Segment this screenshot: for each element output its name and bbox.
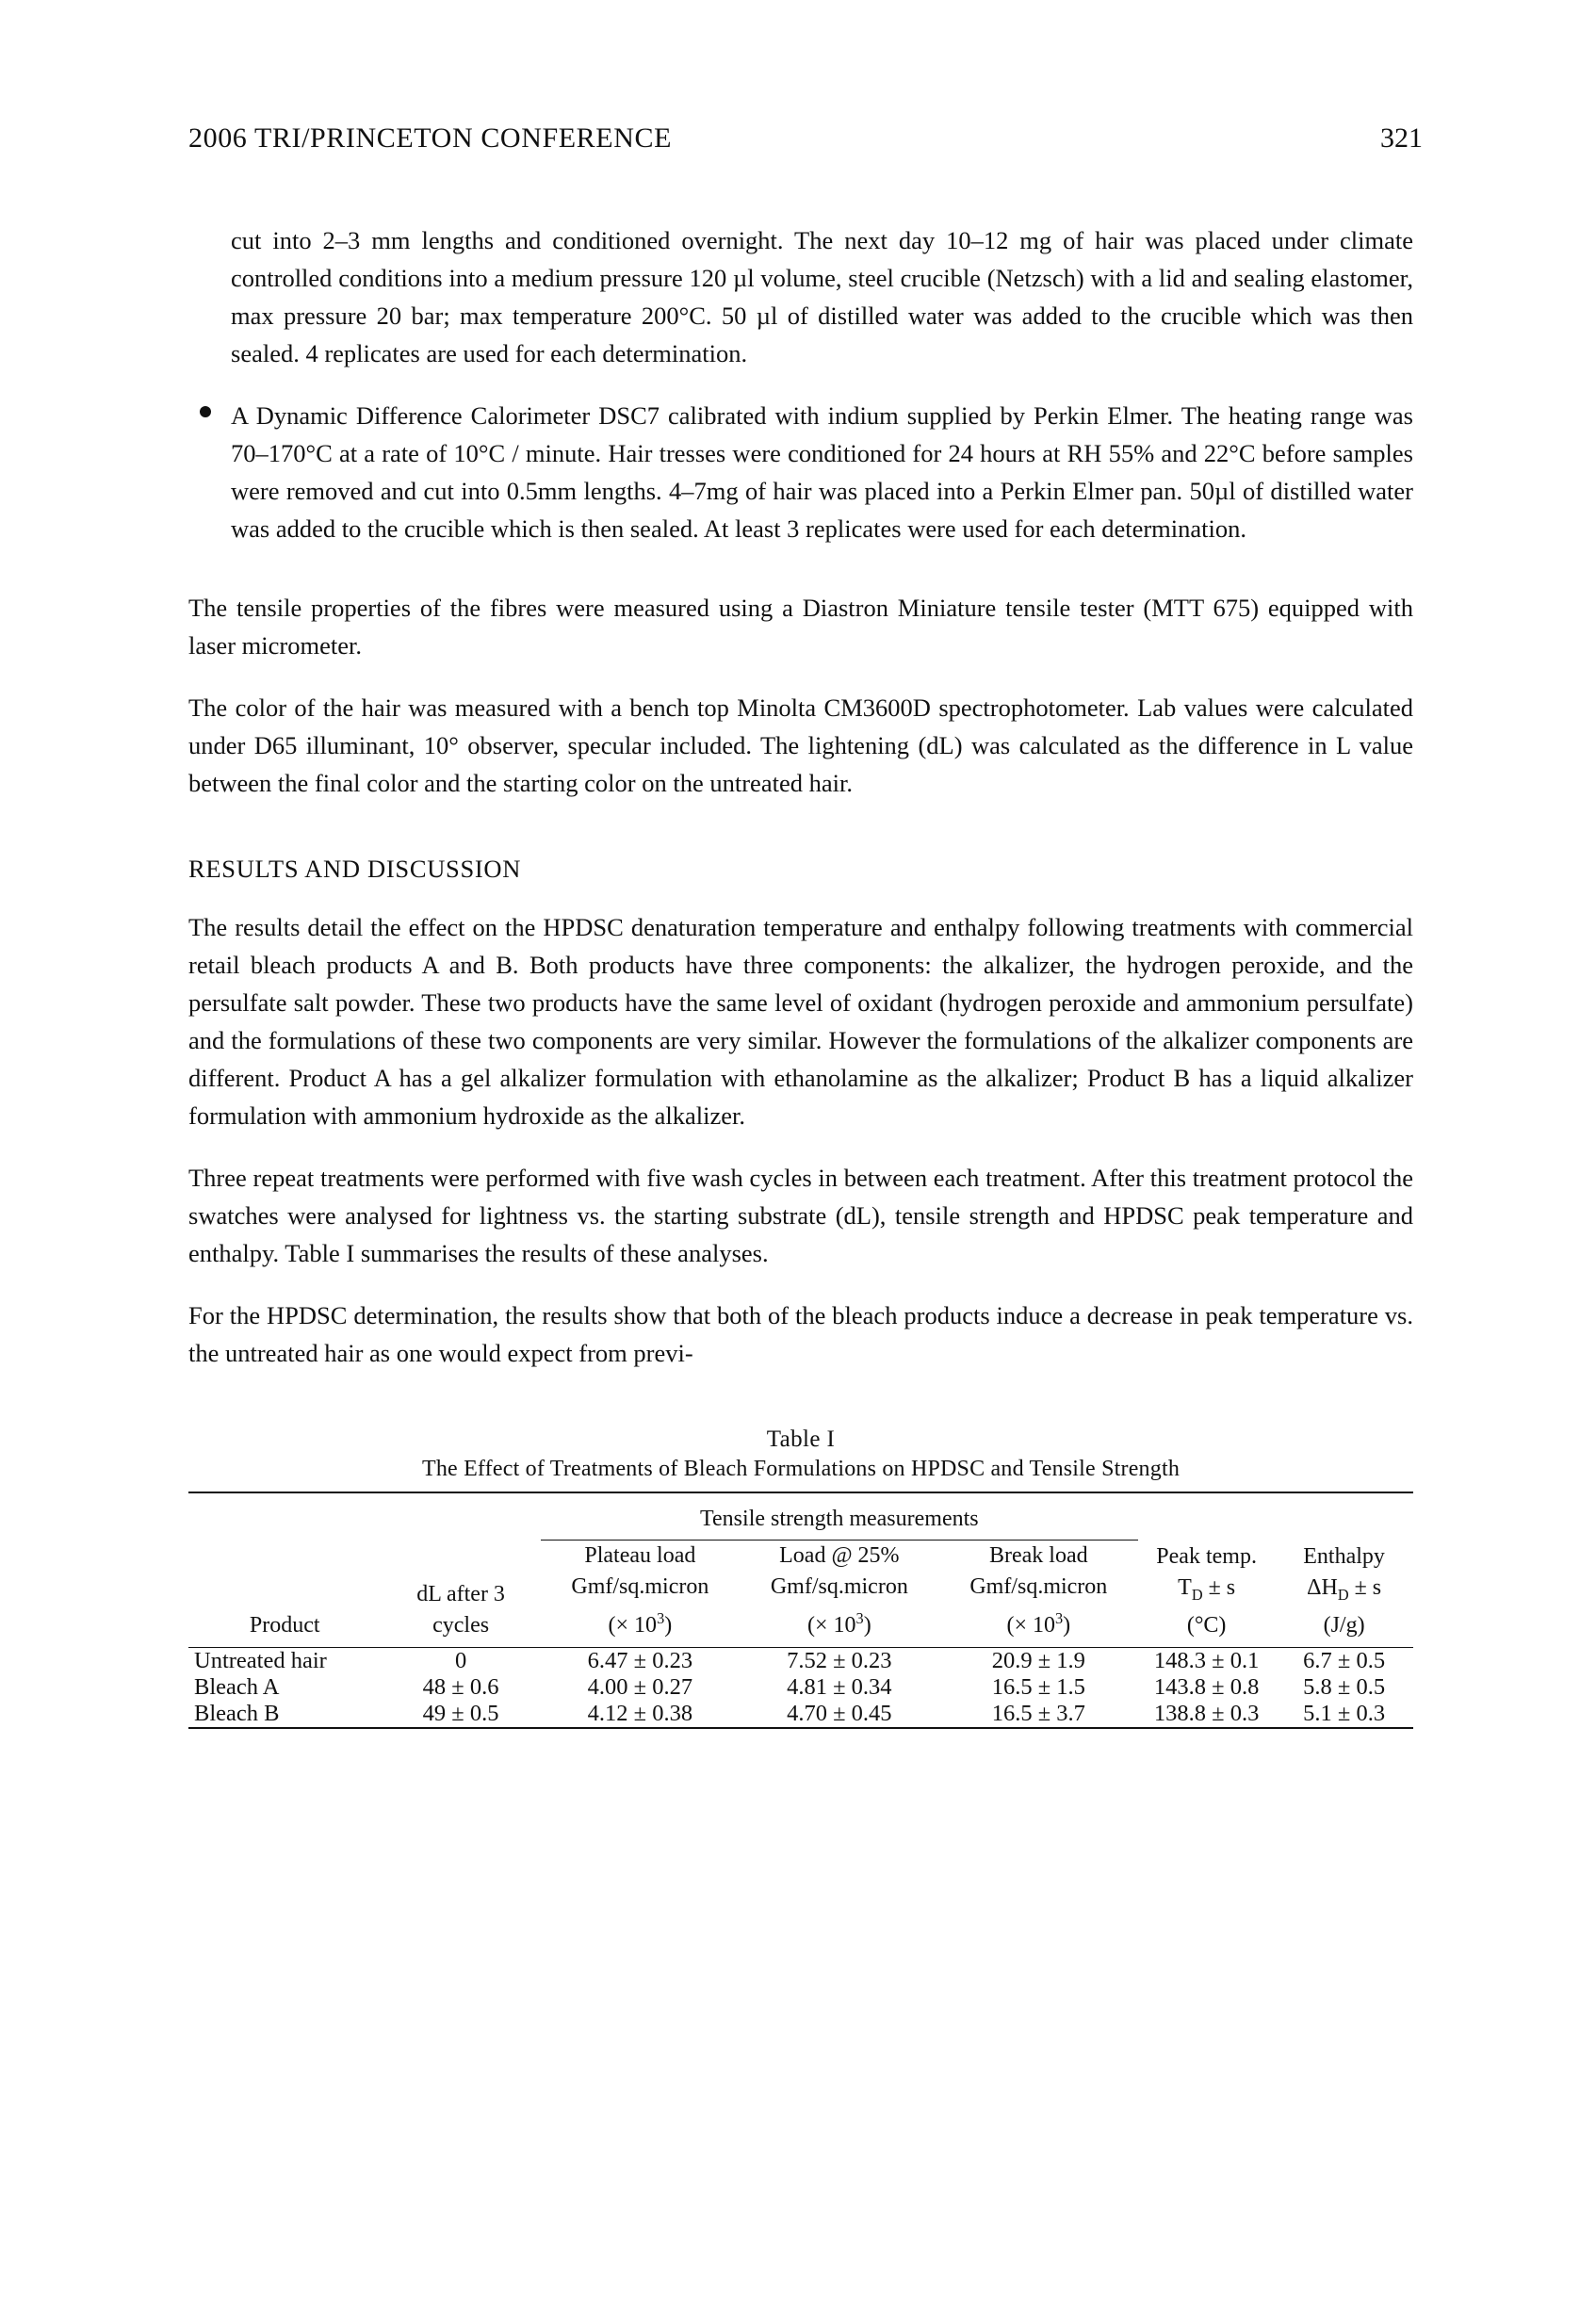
bullet-item-text: A Dynamic Difference Calorimeter DSC7 calibrated with indium supplied by Perkin Elmer. The heating range was 70–170°C at a rate of 10°C / minute. Hair tresses were conditioned for 24 hours at RH 55% and 22°C before samples were removed and cut into 0.5mm lengths. 4–7mg of hair was placed into a Perkin Elmer pan. 50µl of distilled water was added to the crucible which is then sealed. At least 3 replicates were used for each determination.	[231, 401, 1413, 543]
cell-load25: 4.70 ± 0.45	[740, 1701, 938, 1728]
cell-dl: 48 ± 0.6	[422, 1674, 499, 1700]
page-header	[188, 122, 1423, 155]
bullet-list-item	[231, 397, 1413, 547]
cell-enthalpy: 6.7 ± 0.5	[1303, 1648, 1386, 1673]
cell-peak: 148.3 ± 0.1	[1153, 1648, 1260, 1673]
paragraph-results-3: For the HPDSC determination, the results show that both of the bleach products induce a decrease in peak temperature vs. the untreated hair as one would expect from previ-	[188, 1301, 1413, 1367]
paragraph-color: The color of the hair was measured with a bench top Minolta CM3600D spectrophotometer. Lab values were calculated under D65 illuminant, 10° observer, specular included. The lightening (dL) was calculated as the difference in L value between the final color and the starting color on the untreated hair.	[188, 693, 1413, 797]
cell-break: 16.5 ± 1.5	[991, 1674, 1085, 1700]
table-block	[188, 1426, 1413, 1729]
table-row	[188, 1701, 1413, 1728]
table-col-dl: dL after 3 cycles	[416, 1582, 505, 1638]
table-header-row	[188, 1541, 1413, 1648]
table-number: Table I	[766, 1426, 836, 1452]
cell-peak: 143.8 ± 0.8	[1153, 1674, 1260, 1700]
section-heading-results: RESULTS AND DISCUSSION	[188, 855, 522, 883]
cell-break: 16.5 ± 3.7	[939, 1701, 1138, 1728]
table-group-header-tensile: Tensile strength measurements	[541, 1492, 1138, 1541]
table-col-plateau-load: Plateau load Gmf/sq.micron (× $10^3$)	[571, 1543, 709, 1638]
paragraph-results-2: Three repeat treatments were performed with five wash cycles in between each treatment. After this treatment protocol the swatches were analysed for lightness vs. the starting substrate (dL), tensile strength and HPDSC peak temperature and enthalpy. Table I summarises the results of these analyses.	[188, 1164, 1413, 1267]
article-body	[188, 221, 1413, 1729]
cell-product: Untreated hair	[194, 1648, 327, 1673]
table-col-peak-temp: Peak temp. $T_D \pm s$ (°C)	[1156, 1544, 1257, 1638]
table-group-header-row	[188, 1492, 1413, 1541]
table-col-break-load: Break load Gmf/sq.micron (× $10^3$)	[969, 1543, 1108, 1638]
cell-load25: 4.81 ± 0.34	[787, 1674, 892, 1700]
results-table	[188, 1492, 1413, 1729]
paragraph-results-1: The results detail the effect on the HPDSC denaturation temperature and enthalpy following treatments with commercial retail bleach products A and B. Both products have three components: the alkalizer, the hydrogen peroxide, and the persulfate salt powder. These two products have the same level of oxidant (hydrogen peroxide and ammonium persulfate) and the formulations of these two components are very similar. However the formulations of the alkalizer components are different. Product A has a gel alkalizer formulation with ethanolamine as the alkalizer; Product B has a liquid alkalizer formulation with ammonium hydroxide as the alkalizer.	[188, 913, 1413, 1130]
table-row	[188, 1674, 1413, 1701]
cell-dl: 0	[454, 1648, 467, 1673]
table-col-product	[188, 1541, 382, 1648]
table-col-enthalpy: Enthalpy $\Delta H_D \pm s$ (J/g)	[1303, 1544, 1385, 1638]
cell-plateau: 4.00 ± 0.27	[587, 1674, 693, 1700]
cell-dl: 49 ± 0.5	[382, 1701, 541, 1728]
page-number: 321	[1380, 122, 1423, 154]
cell-peak: 138.8 ± 0.3	[1138, 1701, 1275, 1728]
cell-load25: 7.52 ± 0.23	[787, 1648, 892, 1673]
paragraph-tensile: The tensile properties of the fibres were measured using a Diastron Miniature tensile tester (MTT 675) equipped with laser micrometer.	[188, 594, 1413, 660]
cell-enthalpy: 5.1 ± 0.3	[1275, 1701, 1413, 1728]
table-col-product-label: Product	[249, 1613, 320, 1638]
cell-enthalpy: 5.8 ± 0.5	[1303, 1674, 1386, 1700]
cell-plateau: 6.47 ± 0.23	[587, 1648, 693, 1673]
bullet-point-icon	[200, 406, 211, 417]
table-col-load-25: Load @ 25% Gmf/sq.micron (× $10^3$)	[770, 1543, 908, 1638]
table-row	[188, 1648, 1413, 1675]
cell-plateau: 4.12 ± 0.38	[541, 1701, 740, 1728]
cell-product: Bleach B	[188, 1701, 382, 1728]
cell-product: Bleach A	[194, 1674, 280, 1700]
running-head-title: 2006 TRI/PRINCETON CONFERENCE	[188, 122, 673, 154]
cell-break: 20.9 ± 1.9	[991, 1648, 1085, 1673]
table-caption: The Effect of Treatments of Bleach Formulations on HPDSC and Tensile Strength	[421, 1457, 1181, 1481]
paragraph-continued: cut into 2–3 mm lengths and conditioned overnight. The next day 10–12 mg of hair was placed under climate controlled conditions into a medium pressure 120 µl volume, steel crucible (Netzsch) with a lid and sealing elastomer, max pressure 20 bar; max temperature 200°C. 50 µl of distilled water was added to the crucible which was then sealed. 4 replicates are used for each determination.	[231, 226, 1413, 367]
